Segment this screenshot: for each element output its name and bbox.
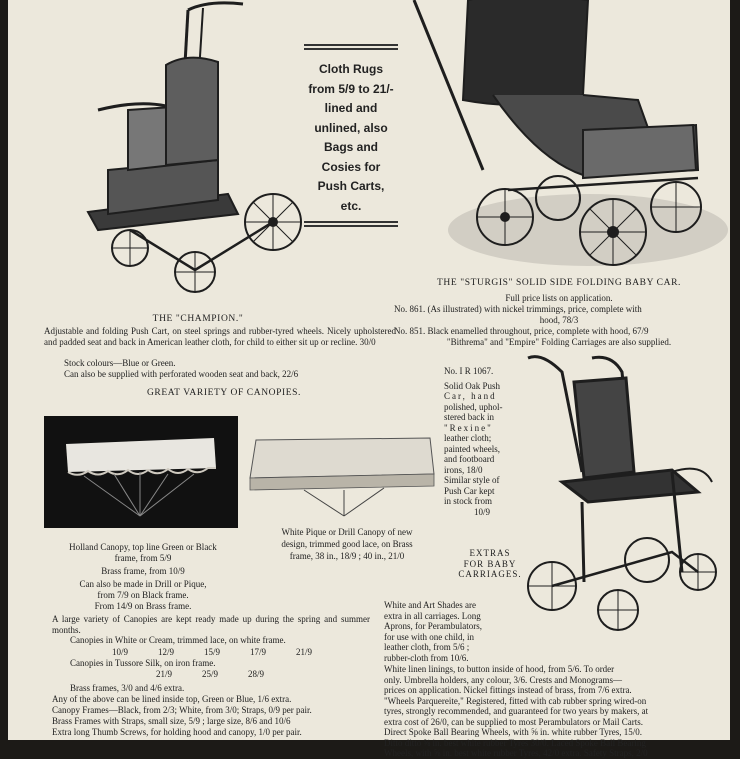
extras-wide-line: Direct Spoke Ball Bearing Wheels, with ⅝ in. white rubber Tyres, 15/0. (384, 727, 642, 737)
ad-line: etc. (340, 198, 362, 213)
holland-line: from 7/9 on Black frame. (97, 590, 189, 600)
sturgis-line: hood, 78/3 (539, 315, 579, 325)
pique-canopy-illustration (244, 434, 440, 524)
price: 15/9 (204, 647, 221, 657)
extras-heading-line: CARRIAGES. (458, 569, 522, 579)
holland-canopy-photo (44, 416, 238, 528)
ir1067-line: Solid Oak Push (444, 380, 501, 391)
ad-line: Cloth Rugs (319, 62, 383, 76)
price: 25/9 (202, 669, 219, 679)
sturgis-line: "Bithrema" and "Empire" Folding Carriages are also supplied. (446, 337, 672, 347)
ir1067-line: in stock from (444, 496, 492, 506)
ir1067-line: "Rexine" (444, 422, 493, 433)
holland-line: frame, from 5/9 (114, 553, 172, 563)
pique-line: design, trimmed good lace, on Brass (281, 539, 413, 549)
canopy-tussore-prices (156, 669, 316, 680)
cloth-rugs-ad-box (298, 60, 404, 216)
extras-heading (444, 548, 536, 580)
holland-canopy-illustration (44, 416, 238, 528)
canopy-cream-prices (112, 647, 342, 658)
canopy-brass-line: Brass frames, 3/0 and 4/6 extra. (70, 683, 185, 693)
price: 28/9 (248, 669, 265, 679)
ir1067-line: irons, 18/0 (444, 464, 483, 475)
ad-line: from 5/9 to 21/- (308, 81, 394, 96)
champion-title: THE "CHAMPION." (152, 314, 244, 324)
extras-heading-line: FOR BABY (463, 558, 517, 569)
ir1067-line: polished, uphol- (444, 401, 503, 412)
holland-line: From 14/9 on Brass frame. (94, 601, 192, 611)
ir1067-line: Push Car kept (444, 485, 495, 496)
holland-line: Brass frame, from 10/9 (101, 566, 185, 576)
extras-wide-line: extra cost of 26/0, can be supplied to most Perambulators or Mail Carts. (384, 716, 643, 727)
ir1067-line: painted wheels, (444, 443, 500, 454)
ad-line: Cosies for (321, 159, 381, 174)
ad-line: lined and (324, 101, 378, 115)
ad-box-top-rule-2 (304, 48, 398, 50)
champion-wooden-seat: Can also be supplied with perforated wooden seat and back, 22/6 (64, 369, 299, 379)
extras-wide-text (384, 664, 724, 759)
ad-box-bottom-rule-2 (304, 225, 398, 227)
ir1067-line: Car, hand (444, 391, 497, 401)
ad-line: Push Carts, (317, 179, 385, 193)
extras-wide-line: tyres, strongly recommended, and guaranteed for two years by makers, at (384, 706, 649, 716)
ir1067-line: 10/9 (474, 506, 491, 517)
ad-box-bottom-rule (304, 221, 398, 223)
sturgis-baby-car-illustration (408, 0, 730, 275)
ir1067-line: leather cloth; (444, 433, 492, 443)
canopies-heading: GREAT VARIETY OF CANOPIES. (146, 388, 302, 398)
ir1067-column (444, 366, 534, 517)
extras-line: leather cloth, from 5/6 ; (384, 642, 470, 652)
extras-line: for use with one child, in (384, 631, 474, 642)
extras-line: extra in all carriages. Long (384, 610, 481, 621)
extras-wide-line: "Wheels Parquereite," Registered, fitted with cab rubber spring wired-on (384, 695, 647, 706)
holland-line: Holland Canopy, top line Green or Black (69, 542, 217, 552)
sturgis-line: No. 851. Black enamelled throughout, price, complete with hood, 67/9 (394, 326, 649, 336)
canopy-line: Canopy Frames—Black, from 2/3; White, from 3/0; Straps, 0/9 per pair. (52, 705, 312, 715)
champion-push-cart-illustration (68, 0, 308, 300)
ir1067-line: stered back in (444, 412, 494, 422)
canopy-cream-line: Canopies in White or Cream, trimmed lace, on white frame. (70, 635, 286, 645)
holland-line: Can also be made in Drill or Pique, (79, 579, 207, 589)
price: 21/9 (156, 669, 173, 679)
canopy-variety-intro: A large variety of Canopies are kept ready made up during the spring and summer months. (52, 614, 370, 635)
canopy-line: Brass Frames with Straps, small size, 5/9 ; large size, 8/6 and 10/6 (52, 716, 291, 726)
ir1067-line: Similar style of (444, 475, 500, 485)
extras-heading-line: EXTRAS (469, 548, 511, 558)
price: 10/9 (112, 647, 129, 657)
extras-line: White and Art Shades are (384, 600, 476, 610)
canopy-line: Any of the above can be lined inside top, Green or Blue, 1/6 extra. (52, 694, 292, 704)
extras-wide-line: Wheels, with ⅝ in. best white rubber Tyres, 42/0 extra. Safety Straps, 2/0 (384, 748, 648, 758)
oak-push-car-illustration (522, 352, 726, 652)
extras-wide-line: White linen linings, to button inside of hood, from 5/6. To order (384, 664, 615, 674)
extras-wide-line: prices on application. Nickel fittings instead of brass, from 7/6 extra. (384, 685, 632, 695)
ad-line: Bags and (323, 140, 378, 154)
extras-wide-line: only. Umbrella holders, any colour, 3/6. Crests and Monograms— (384, 674, 623, 685)
champion-colours: Stock colours—Blue or Green. (64, 358, 176, 368)
price: 21/9 (296, 647, 313, 657)
ad-line: unlined, also (314, 120, 388, 135)
price: 17/9 (250, 647, 267, 657)
canopy-line: Extra long Thumb Screws, for holding hood and canopy, 1/0 per pair. (52, 727, 302, 737)
extras-wide-line: Ditto ditto ⅝ in. best white rubber Tyres 30/0. Laced Spoke Ball Bearing (384, 737, 646, 748)
canopy-tussore-line: Canopies in Tussore Silk, on iron frame. (70, 658, 216, 668)
ir1067-line: and footboard (444, 454, 495, 464)
pique-line: frame, 38 in., 18/9 ; 40 in., 21/0 (289, 551, 405, 561)
pique-line: White Pique or Drill Canopy of new (281, 527, 413, 537)
champion-description: Adjustable and folding Push Cart, on steel springs and rubber-tyred wheels. Nicely upholstered and padded seat and back in American leather cloth, for child to either sit up or recline. 30/0 (44, 326, 396, 347)
ir1067-line: No. I R 1067. (444, 366, 494, 376)
sturgis-line: No. 861. (As illustrated) with nickel trimmings, price, complete with (394, 304, 642, 314)
ad-box-top-rule (304, 44, 398, 46)
catalogue-page (8, 0, 730, 758)
sturgis-line: Full price lists on application. (505, 293, 613, 303)
extras-line: Aprons, for Perambulators, (384, 621, 482, 631)
sturgis-title: THE "STURGIS" SOLID SIDE FOLDING BABY CAR. (437, 278, 681, 288)
extras-narrow-column (384, 600, 524, 663)
price: 12/9 (158, 647, 175, 657)
extras-line: rubber-cloth from 10/6. (384, 652, 469, 663)
